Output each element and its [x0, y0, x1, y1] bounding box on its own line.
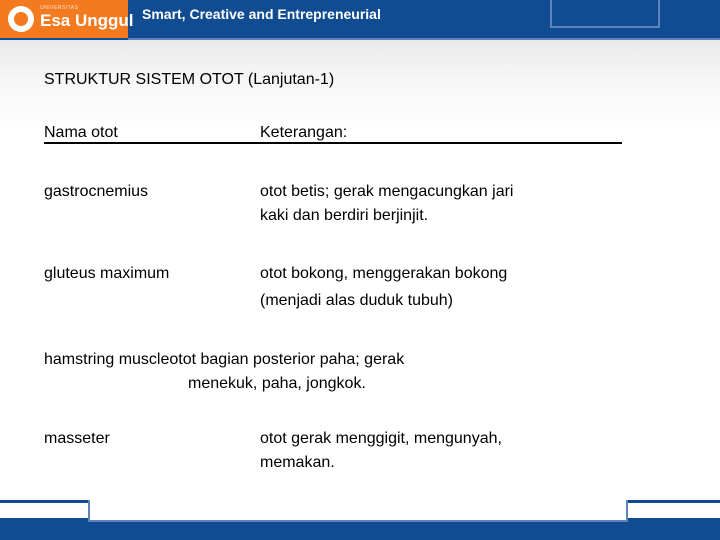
header-divider	[128, 38, 720, 40]
header-frame-decoration	[550, 0, 660, 28]
header-underline	[44, 142, 622, 144]
university-logo	[0, 0, 134, 38]
logo-name: Esa Unggul	[40, 11, 134, 30]
header-tagline: Smart, Creative and Entrepreneurial	[142, 6, 381, 22]
muscle-description-line: (menjadi alas duduk tubuh)	[260, 292, 454, 309]
muscle-description-line: otot gerak menggigit, mengunyah,	[260, 430, 502, 447]
column-header-description: Keterangan:	[260, 124, 348, 141]
muscle-description-line: memakan.	[260, 454, 335, 471]
slide-title: STRUKTUR SISTEM OTOT (Lanjutan-1)	[44, 71, 335, 88]
logo-emblem-icon	[8, 6, 34, 32]
muscle-description-line: otot betis; gerak mengacungkan jari	[260, 183, 514, 200]
muscle-entry-line: menekuk, paha, jongkok.	[188, 375, 366, 392]
muscle-entry-line: hamstring muscleotot bagian posterior paha; gerak	[44, 351, 405, 368]
muscle-name: gastrocnemius	[44, 183, 149, 200]
muscle-description-line: kaki dan berdiri berjinjit.	[260, 207, 429, 224]
column-header-name: Nama otot	[44, 124, 118, 141]
header-bar	[0, 0, 720, 40]
footer-frame-decoration	[88, 500, 628, 522]
muscle-name: gluteus maximum	[44, 265, 170, 282]
logo-small-text: UNIVERSITAS	[40, 5, 79, 11]
muscle-description-line: otot bokong, menggerakan bokong	[260, 265, 508, 282]
muscle-name: masseter	[44, 430, 110, 447]
